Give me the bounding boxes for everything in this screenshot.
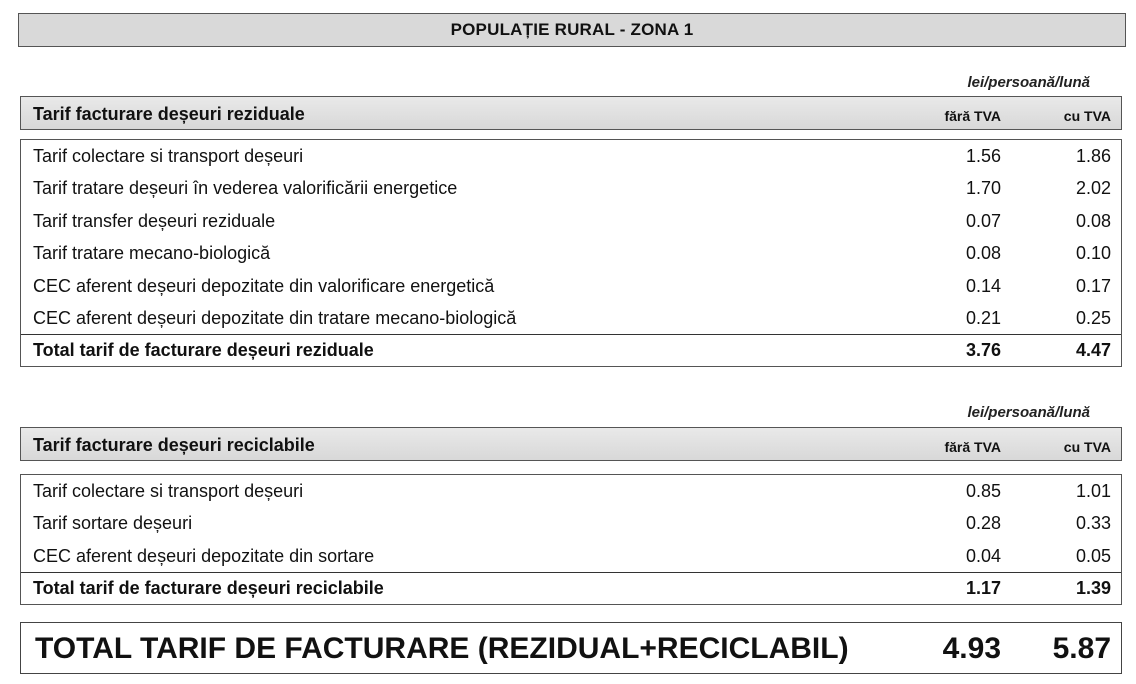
- total-label: Total tarif de facturare deșeuri reciclabile: [33, 578, 384, 599]
- grand-total-with-vat: 5.87: [1052, 632, 1111, 665]
- value-with-vat: 1.01: [1075, 481, 1111, 501]
- row-label: CEC aferent deșeuri depozitate din valorificare energetică: [33, 275, 495, 296]
- value-without-vat: 0.28: [965, 513, 1001, 534]
- value-without-vat: 0.14: [965, 275, 1001, 296]
- row-label: Tarif sortare deșeuri: [33, 513, 193, 534]
- row-label: Tarif colectare si transport deșeuri: [33, 481, 304, 501]
- value-with-vat: 0.33: [1075, 513, 1111, 534]
- column-header-without-vat: fără TVA: [944, 439, 1001, 455]
- value-with-vat: 0.10: [1075, 243, 1111, 264]
- total-with-vat: 4.47: [1075, 340, 1111, 361]
- row-label: Tarif tratare deșeuri în vederea valorificării energetice: [33, 178, 458, 199]
- table-row: [21, 205, 1121, 237]
- table-row: [21, 140, 1121, 172]
- table-row: [21, 172, 1121, 204]
- unit-label-residual: lei/persoană/lună: [967, 74, 1090, 91]
- row-label: Tarif colectare si transport deșeuri: [33, 146, 304, 166]
- total-label: Total tarif de facturare deșeuri reziduale: [33, 340, 374, 361]
- total-without-vat: 3.76: [965, 340, 1001, 361]
- value-without-vat: 1.70: [965, 178, 1001, 199]
- value-with-vat: 0.05: [1075, 545, 1111, 566]
- value-with-vat: 2.02: [1075, 178, 1111, 199]
- section-header-residual: [20, 96, 1122, 130]
- table-row: [21, 270, 1121, 302]
- total-row-residual: [21, 334, 1121, 366]
- table-residual: [20, 139, 1122, 367]
- grand-total-label: TOTAL TARIF DE FACTURARE (REZIDUAL+RECICLABIL): [35, 632, 849, 665]
- value-without-vat: 0.85: [965, 481, 1001, 501]
- total-row-recyclable: [21, 572, 1121, 604]
- value-with-vat: 0.25: [1075, 307, 1111, 328]
- row-label: Tarif tratare mecano-biologică: [33, 243, 271, 264]
- table-row: [21, 475, 1121, 507]
- value-without-vat: 1.56: [965, 146, 1001, 166]
- value-with-vat: 0.17: [1075, 275, 1111, 296]
- column-header-with-vat: cu TVA: [1063, 108, 1111, 124]
- section-title-recyclable: Tarif facturare deșeuri reciclabile: [33, 435, 315, 455]
- value-without-vat: 0.08: [965, 243, 1001, 264]
- section-title-residual: Tarif facturare deșeuri reziduale: [33, 104, 305, 124]
- total-without-vat: 1.17: [965, 578, 1001, 599]
- total-with-vat: 1.39: [1075, 578, 1111, 599]
- page-title: POPULAȚIE RURAL - ZONA 1: [18, 13, 1126, 47]
- row-label: CEC aferent deșeuri depozitate din tratare mecano-biologică: [33, 307, 517, 328]
- column-header-with-vat: cu TVA: [1063, 439, 1111, 455]
- row-label: CEC aferent deșeuri depozitate din sortare: [33, 545, 375, 566]
- table-row: [21, 540, 1121, 572]
- grand-total-without-vat: 4.93: [942, 632, 1001, 665]
- value-without-vat: 0.21: [965, 307, 1001, 328]
- unit-label-recyclable: lei/persoană/lună: [967, 404, 1090, 421]
- table-row: [21, 237, 1121, 269]
- row-label: Tarif transfer deșeuri reziduale: [33, 210, 276, 231]
- value-without-vat: 0.04: [965, 545, 1001, 566]
- table-row: [21, 302, 1121, 334]
- value-with-vat: 1.86: [1075, 146, 1111, 166]
- value-with-vat: 0.08: [1075, 210, 1111, 231]
- value-without-vat: 0.07: [965, 210, 1001, 231]
- table-recyclable: [20, 474, 1122, 605]
- table-row: [21, 507, 1121, 539]
- section-header-recyclable: [20, 427, 1122, 461]
- grand-total-row: [20, 622, 1122, 674]
- column-header-without-vat: fără TVA: [944, 108, 1001, 124]
